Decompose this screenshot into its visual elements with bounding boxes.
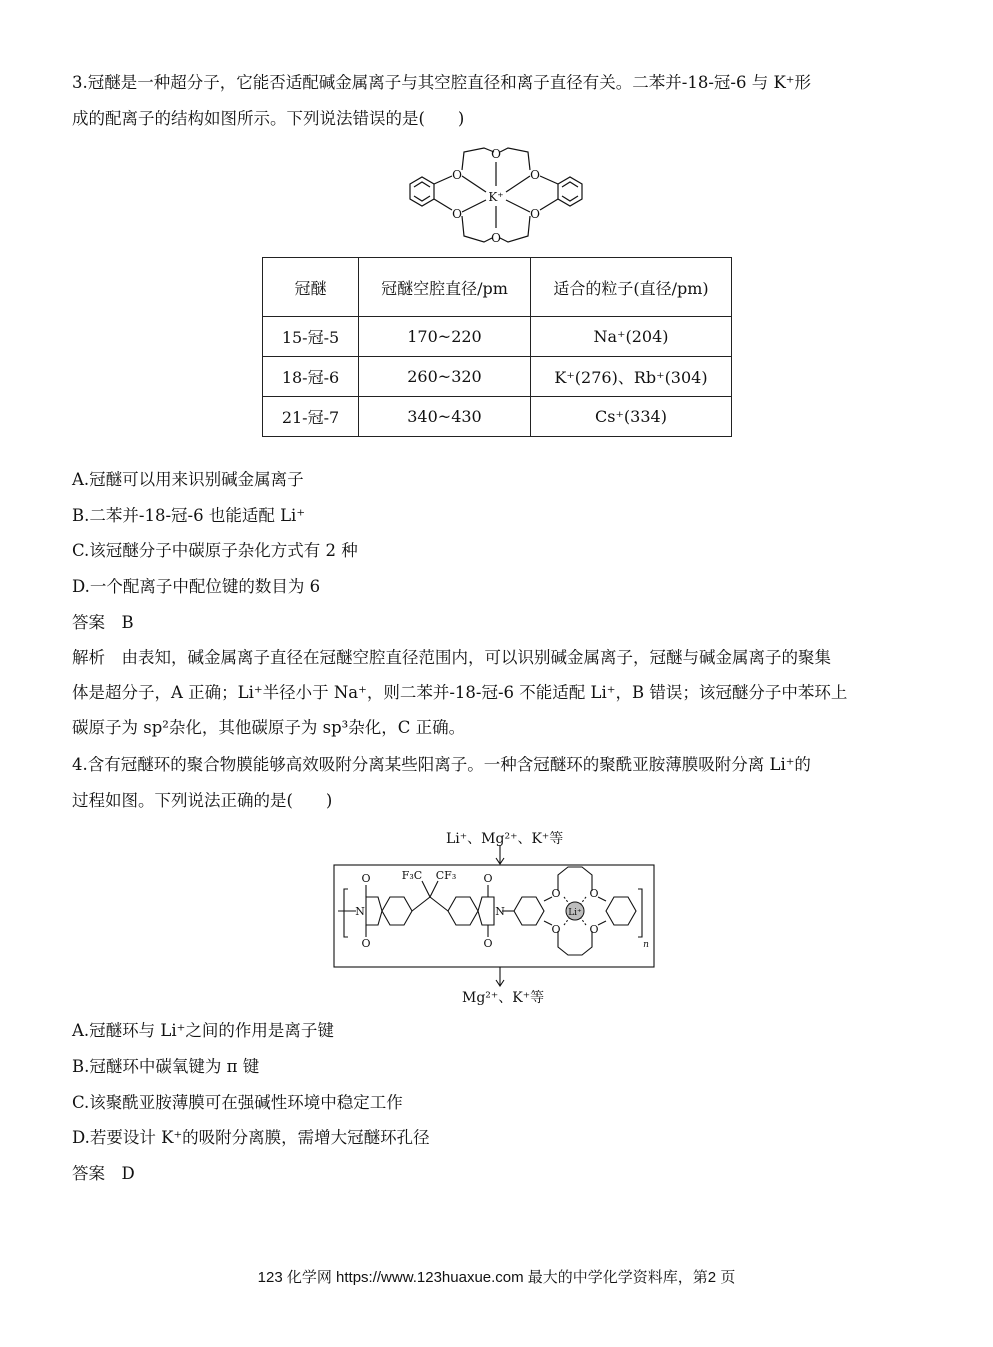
oxygen-label: O (589, 887, 599, 900)
membrane-input-ions: Li⁺、Mg²⁺、K⁺等 (446, 831, 564, 847)
q3-option-b: B.二苯并-18-冠-6 也能适配 Li⁺ (72, 506, 306, 525)
oxygen-label: O (551, 887, 561, 900)
table-row (263, 397, 732, 437)
oxygen-label: O (483, 872, 493, 885)
oxygen-label: O (361, 937, 371, 950)
polyimide-membrane-structure (330, 845, 660, 995)
nitrogen-label: N (355, 905, 365, 918)
q4-option-d: D.若要设计 K⁺的吸附分离膜，需增大冠醚环孔径 (72, 1128, 430, 1147)
q4-option-c: C.该聚酰亚胺薄膜可在强碱性环境中稳定工作 (72, 1093, 403, 1112)
membrane-output-ions: Mg²⁺、K⁺等 (462, 990, 545, 1006)
repeat-unit-n-label: n (643, 940, 649, 950)
oxygen-label: O (530, 168, 540, 182)
q4-stem-line1: 4.含有冠醚环的聚合物膜能够高效吸附分离某些阳离子。一种含冠醚环的聚酰亚胺薄膜吸附分离 Li⁺的 (72, 755, 811, 774)
q3-answer: 答案 B (72, 613, 134, 632)
table-cell: 15-冠-5 (263, 317, 359, 357)
page-footer: 123 化学网 https://www.123huaxue.com 最大的中学化学资料库，第2 页 (257, 1269, 736, 1286)
oxygen-label: O (589, 923, 599, 936)
q3-option-a: A.冠醚可以用来识别碱金属离子 (72, 470, 304, 489)
oxygen-label: O (551, 923, 561, 936)
q4-option-a: A.冠醚环与 Li⁺之间的作用是离子键 (72, 1021, 334, 1040)
table-cell: K⁺(276)、Rb⁺(304) (531, 357, 732, 397)
cf3-left-label: F₃C (401, 869, 423, 882)
q3-stem-line1: 3.冠醚是一种超分子，它能否适配碱金属离子与其空腔直径和离子直径有关。二苯并-18-冠-6 与 K⁺形 (72, 73, 811, 92)
table-cell: Na⁺(204) (531, 317, 732, 357)
q3-analysis-line3: 碳原子为 sp²杂化，其他碳原子为 sp³杂化，C 正确。 (72, 718, 466, 737)
dibenzo-18-crown-6-k-structure (400, 144, 592, 246)
potassium-ion-label: K⁺ (488, 190, 504, 204)
table-header: 适合的粒子(直径/pm) (531, 258, 732, 317)
table-row (263, 317, 732, 357)
oxygen-label: O (483, 937, 493, 950)
oxygen-label: O (491, 231, 501, 245)
lithium-ion-label: Li⁺ (568, 908, 582, 918)
nitrogen-label: N (495, 905, 505, 918)
table-cell: Cs⁺(334) (531, 397, 732, 437)
q4-option-b: B.冠醚环中碳氧键为 π 键 (72, 1057, 260, 1076)
table-header: 冠醚空腔直径/pm (359, 258, 531, 317)
q3-option-c: C.该冠醚分子中碳原子杂化方式有 2 种 (72, 541, 358, 560)
oxygen-label: O (491, 147, 501, 161)
oxygen-label: O (452, 168, 462, 182)
oxygen-label: O (452, 207, 462, 221)
table-cell: 170~220 (359, 317, 531, 357)
oxygen-label: O (530, 207, 540, 221)
q4-answer: 答案 D (72, 1164, 135, 1183)
q3-option-d: D.一个配离子中配位键的数目为 6 (72, 577, 321, 596)
table-cell: 18-冠-6 (263, 357, 359, 397)
q3-analysis-line2: 体是超分子，A 正确；Li⁺半径小于 Na⁺，则二苯并-18-冠-6 不能适配 Li⁺，B 错误；该冠醚分子中苯环上 (72, 683, 848, 702)
table-header: 冠醚 (263, 258, 359, 317)
table-header-row (263, 258, 732, 317)
crown-ether-table (262, 257, 732, 435)
q4-stem-line2: 过程如图。下列说法正确的是( ) (72, 791, 333, 810)
table-cell: 340~430 (359, 397, 531, 437)
q3-stem-line2: 成的配离子的结构如图所示。下列说法错误的是( ) (72, 109, 465, 128)
table-cell: 21-冠-7 (263, 397, 359, 437)
cf3-right-label: CF₃ (435, 869, 457, 882)
table-cell: 260~320 (359, 357, 531, 397)
q3-analysis-line1: 解析 由表知，碱金属离子直径在冠醚空腔直径范围内，可以识别碱金属离子，冠醚与碱金属离子的聚集 (72, 648, 831, 667)
oxygen-label: O (361, 872, 371, 885)
table-row (263, 357, 732, 397)
